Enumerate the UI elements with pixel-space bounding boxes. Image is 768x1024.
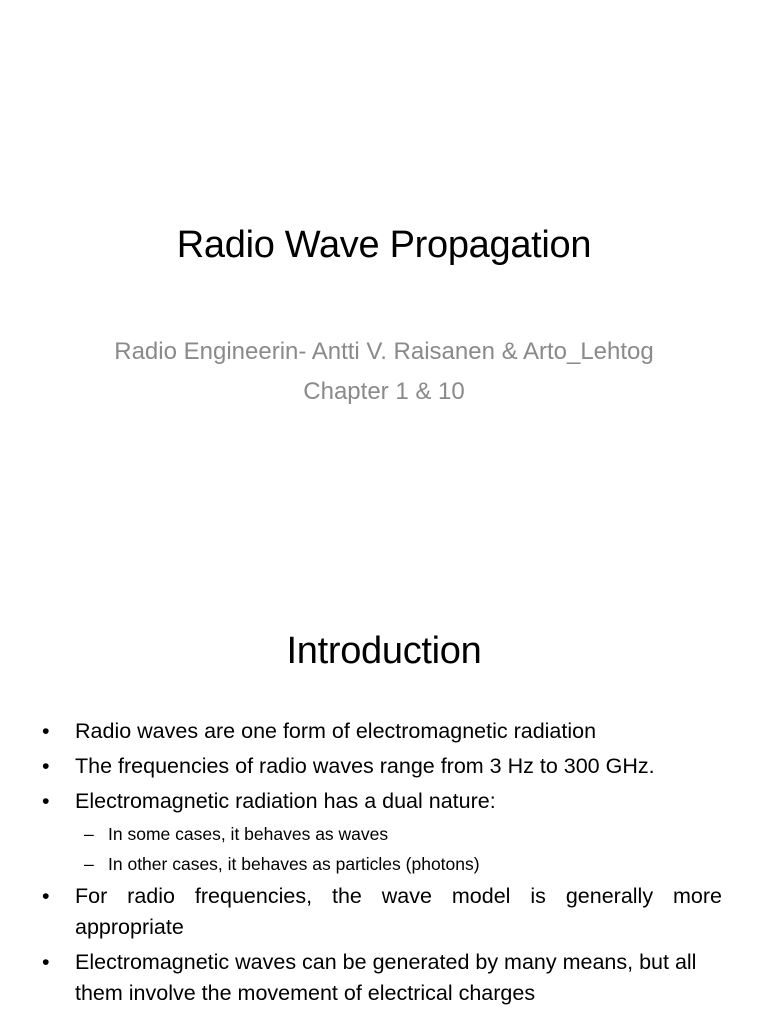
bullet-text: Electromagnetic waves can be generated by many means, but all them involve the movement of electrical charges bbox=[75, 950, 697, 1005]
bullet-item bbox=[42, 786, 722, 817]
bullet-text: Radio waves are one form of electromagnetic radiation bbox=[75, 719, 597, 743]
sub-bullet-item bbox=[42, 851, 722, 877]
sub-bullet-item bbox=[42, 821, 722, 847]
bullet-text: For radio frequencies, the wave model is generally more appropriate bbox=[75, 884, 722, 939]
slide-introduction-heading: Introduction bbox=[286, 630, 482, 672]
bullet-dot-icon: • bbox=[42, 754, 50, 778]
bullet-item bbox=[42, 881, 722, 943]
bullet-dot-icon: • bbox=[42, 789, 50, 813]
bullet-item bbox=[42, 947, 722, 1009]
bullet-dot-icon: • bbox=[42, 884, 50, 908]
sub-bullet-text: In other cases, it behaves as particles (photons) bbox=[108, 854, 480, 874]
subtitle-line-authors: Radio Engineerin- Antti V. Raisanen & Arto_Lehtog bbox=[114, 338, 654, 365]
slide-introduction bbox=[0, 576, 768, 1024]
bullet-dot-icon: • bbox=[42, 950, 50, 974]
bullet-dot-icon: • bbox=[42, 719, 50, 743]
sub-bullet-dash-icon: – bbox=[84, 854, 94, 874]
bullet-text: Electromagnetic radiation has a dual nature: bbox=[75, 789, 496, 813]
sub-bullet-dash-icon: – bbox=[84, 824, 94, 844]
bullet-list bbox=[42, 716, 722, 1013]
bullet-text: The frequencies of radio waves range from 3 Hz to 300 GHz. bbox=[75, 754, 655, 778]
subtitle-line-chapter: Chapter 1 & 10 bbox=[303, 378, 465, 405]
sub-bullet-text: In some cases, it behaves as waves bbox=[108, 824, 389, 844]
bullet-item bbox=[42, 751, 722, 782]
bullet-item bbox=[42, 716, 722, 747]
slide-subtitle bbox=[0, 332, 768, 412]
slide-title-heading: Radio Wave Propagation bbox=[176, 224, 592, 266]
